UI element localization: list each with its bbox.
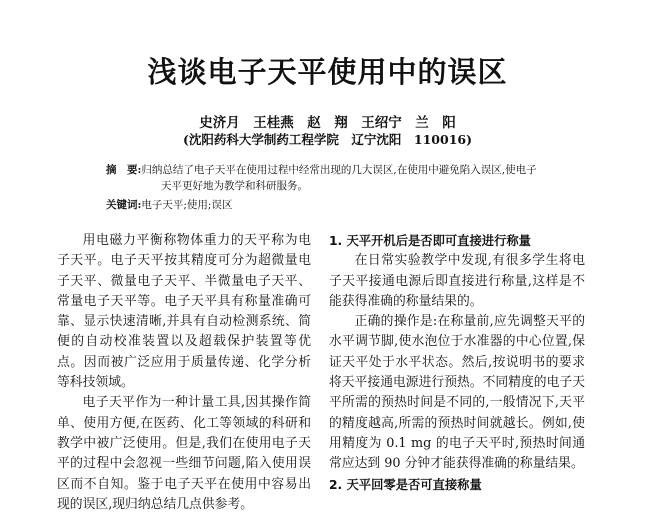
left-paragraph-1: 用电磁力平衡称物体重力的天平称为电子天平。电子天平按其精度可分为超微量电子天平、微量电子天平、半微量电子天平、常量电子天平等。电子天平具有称量准确可靠、显示快速清晰,并具有自动检测系统、简便的自动校准装置以及超载保护装置等优点。因而被广泛应用于质量传递、化学分析等科技领域。 (57, 233, 311, 391)
abstract-line-2: 天平更好地为教学和科研服务。 (161, 180, 308, 192)
author-list: 史济月 王桂燕 赵 翔 王绍宁 兰 阳 (199, 115, 456, 131)
keywords (106, 197, 232, 212)
right-paragraph-2: 正确的操作是:在称量前,应先调整天平的水平调节脚,使水泡位于水准器的中心位置,保证天平处于水平状态。然后,按说明书的要求将天平接通电源进行预热。不同精度的电子天平所需的预热时间是不同的,一般情况下,天平的精度越高,所需的预热时间就越长。例如,使用精度为 0.1 mg 的电子天平时,预热时间通常应达到 90 分钟才能获得准确的称量结果。 (329, 314, 585, 472)
abstract (106, 162, 546, 194)
right-paragraph-1: 在日常实验教学中发现,有很多学生将电子天平接通电源后即直接进行称量,这样是不能获得准确的称量结果的。 (329, 253, 585, 309)
left-column (57, 231, 311, 515)
keywords-label: 关键词: (106, 199, 142, 211)
keywords-text: 电子天平;使用;误区 (141, 199, 233, 211)
affiliation: (沈阳药科大学制药工程学院 辽宁沈阳 110016) (182, 132, 472, 147)
left-paragraph-2: 电子天平作为一种计量工具,因其操作简单、使用方便,在医药、化工等领域的科研和教学中被广泛使用。但是,我们在使用电子天平的过程中会忽视一些细节问题,陷入使用误区而不自知。鉴于电子天平在使用中容易出现的误区,现归纳总结几点供参考。 (57, 395, 311, 512)
abstract-label: 摘 要: (106, 164, 142, 176)
right-column (329, 231, 585, 495)
section-heading-2: 2. 天平回零是否可直接称量 (329, 477, 482, 492)
abstract-line-1: 归纳总结了电子天平在使用过程中经常出现的几大误区,在使用中避免陷入误区,使电子 (141, 164, 537, 176)
paper-title: 浅谈电子天平使用中的误区 (147, 55, 508, 89)
section-heading-1: 1. 天平开机后是否即可直接进行称量 (329, 234, 531, 248)
